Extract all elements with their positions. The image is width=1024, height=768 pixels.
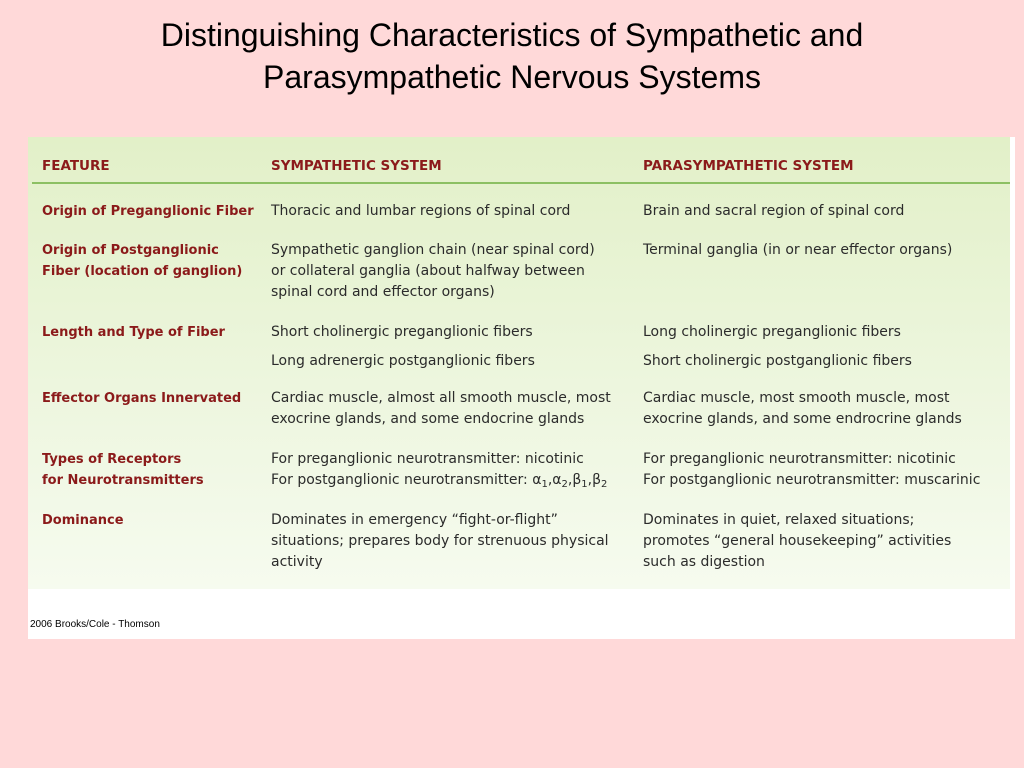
receptor-line: For postganglionic neurotransmitter: $\alpha_1,\alpha_2,\beta_1,\beta_2$ xyxy=(271,472,608,490)
cell-line: situations; prepares body for strenuous physical xyxy=(271,533,609,549)
slide-title-line2: Parasympathetic Nervous Systems xyxy=(263,59,761,95)
cell-line: spinal cord and effector organs) xyxy=(271,284,495,300)
header-parasympathetic: PARASYMPATHETIC SYSTEM xyxy=(643,158,854,174)
cell-line: Length and Type of Fiber xyxy=(42,325,225,340)
cell-line: Types of Receptors xyxy=(42,452,182,467)
cell-line: Short cholinergic postganglionic fibers xyxy=(643,353,912,369)
parasympathetic-cell xyxy=(643,449,1005,491)
cell-line: Dominance xyxy=(42,513,124,528)
parasympathetic-cell xyxy=(643,510,1005,573)
beta1-symbol: $\beta_1$ xyxy=(572,472,588,490)
feature-cell xyxy=(42,322,267,343)
feature-cell xyxy=(42,510,267,531)
header-feature: FEATURE xyxy=(42,158,110,174)
cell-line: Cardiac muscle, most smooth muscle, most xyxy=(643,390,950,406)
comparison-figure xyxy=(28,137,1015,639)
cell-line: Terminal ganglia (in or near effector organs) xyxy=(643,242,953,258)
cell-line: Sympathetic ganglion chain (near spinal cord) xyxy=(271,242,595,258)
cell-line: activity xyxy=(271,554,323,570)
cell-line: or collateral ganglia (about halfway between xyxy=(271,263,585,279)
beta2-symbol: $\beta_2$ xyxy=(592,472,608,490)
cell-line: for Neurotransmitters xyxy=(42,473,204,488)
cell-line: Long adrenergic postganglionic fibers xyxy=(271,353,535,369)
cell-line: Origin of Postganglionic xyxy=(42,243,219,258)
cell-line: Thoracic and lumbar regions of spinal cord xyxy=(271,203,571,219)
cell-line: exocrine glands, and some endocrine glands xyxy=(271,411,585,427)
cell-line: Brain and sacral region of spinal cord xyxy=(643,203,905,219)
cell-line: Origin of Preganglionic Fiber xyxy=(42,204,254,219)
cell-line: Cardiac muscle, almost all smooth muscle, most xyxy=(271,390,611,406)
feature-cell xyxy=(42,388,267,409)
cell-line: For postganglionic neurotransmitter: muscarinic xyxy=(643,472,981,488)
cell-line: For preganglionic neurotransmitter: nicotinic xyxy=(643,451,956,467)
cell-line: Dominates in emergency “fight-or-flight” xyxy=(271,512,558,528)
cell-line: promotes “general housekeeping” activities xyxy=(643,533,952,549)
sympathetic-cell xyxy=(271,201,636,222)
parasympathetic-cell xyxy=(643,201,1005,222)
cell-line: exocrine glands, and some endrocrine glands xyxy=(643,411,962,427)
alpha1-symbol: $\alpha_1$ xyxy=(532,472,548,490)
cell-line: Short cholinergic preganglionic fibers xyxy=(271,324,533,340)
cell-line: Dominates in quiet, relaxed situations; xyxy=(643,512,915,528)
alpha2-symbol: $\alpha_2$ xyxy=(552,472,568,490)
cell-line: For preganglionic neurotransmitter: nicotinic xyxy=(271,451,584,467)
feature-cell xyxy=(42,449,267,491)
copyright-credit: 2006 Brooks/Cole - Thomson xyxy=(30,619,160,630)
cell-line: Long cholinergic preganglionic fibers xyxy=(643,324,901,340)
slide-title-line1: Distinguishing Characteristics of Sympathetic and xyxy=(160,17,864,53)
header-sympathetic: SYMPATHETIC SYSTEM xyxy=(271,158,442,174)
feature-cell xyxy=(42,201,267,222)
sympathetic-cell xyxy=(271,240,636,303)
slide-title xyxy=(0,14,1024,98)
sympathetic-cell xyxy=(271,388,636,430)
cell-line: Effector Organs Innervated xyxy=(42,391,242,406)
sympathetic-cell xyxy=(271,322,636,372)
feature-cell xyxy=(42,240,267,282)
header-divider xyxy=(32,182,1010,184)
comparison-table xyxy=(28,137,1010,589)
cell-line: Fiber (location of ganglion) xyxy=(42,264,243,279)
parasympathetic-cell xyxy=(643,388,1005,430)
parasympathetic-cell xyxy=(643,322,1005,372)
sympathetic-cell xyxy=(271,510,636,573)
cell-line: such as digestion xyxy=(643,554,765,570)
sympathetic-cell xyxy=(271,449,636,495)
parasympathetic-cell xyxy=(643,240,1005,261)
cell-line: For postganglionic neurotransmitter: xyxy=(271,472,528,488)
